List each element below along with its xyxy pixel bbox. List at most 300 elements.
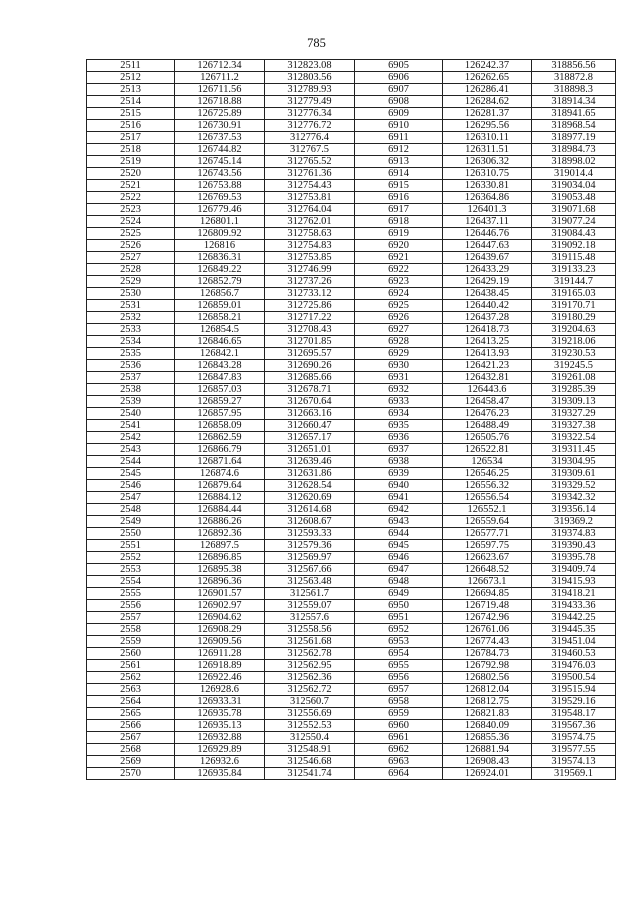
point-number-cell: 6936 (355, 432, 443, 444)
x-coordinate-cell: 126439.67 (443, 252, 532, 264)
y-coordinate-cell: 319369.2 (532, 516, 616, 528)
x-coordinate-cell: 126286.41 (443, 84, 532, 96)
y-coordinate-cell: 318968.54 (532, 120, 616, 132)
point-number-cell: 2561 (87, 660, 175, 672)
x-coordinate-cell: 126847.83 (175, 372, 265, 384)
point-number-cell: 2570 (87, 768, 175, 780)
table-row (87, 384, 616, 396)
x-coordinate-cell: 126862.59 (175, 432, 265, 444)
x-coordinate-cell: 126718.88 (175, 96, 265, 108)
table-row (87, 468, 616, 480)
y-coordinate-cell: 319092.18 (532, 240, 616, 252)
y-coordinate-cell: 312651.01 (265, 444, 355, 456)
y-coordinate-cell: 319180.29 (532, 312, 616, 324)
point-number-cell: 6933 (355, 396, 443, 408)
point-number-cell: 2513 (87, 84, 175, 96)
y-coordinate-cell: 312685.66 (265, 372, 355, 384)
point-number-cell: 6919 (355, 228, 443, 240)
y-coordinate-cell: 319577.55 (532, 744, 616, 756)
x-coordinate-cell: 126928.6 (175, 684, 265, 696)
y-coordinate-cell: 312557.6 (265, 612, 355, 624)
point-number-cell: 2563 (87, 684, 175, 696)
table-row (87, 144, 616, 156)
x-coordinate-cell: 126879.64 (175, 480, 265, 492)
y-coordinate-cell: 319218.06 (532, 336, 616, 348)
x-coordinate-cell: 126310.11 (443, 132, 532, 144)
x-coordinate-cell: 126437.28 (443, 312, 532, 324)
x-coordinate-cell: 126897.5 (175, 540, 265, 552)
y-coordinate-cell: 319014.4 (532, 168, 616, 180)
point-number-cell: 6907 (355, 84, 443, 96)
x-coordinate-cell: 126802.56 (443, 672, 532, 684)
table-row (87, 756, 616, 768)
table-row (87, 276, 616, 288)
x-coordinate-cell: 126774.43 (443, 636, 532, 648)
x-coordinate-cell: 126821.83 (443, 708, 532, 720)
point-number-cell: 2517 (87, 132, 175, 144)
x-coordinate-cell: 126812.04 (443, 684, 532, 696)
point-number-cell: 2539 (87, 396, 175, 408)
y-coordinate-cell: 319451.04 (532, 636, 616, 648)
point-number-cell: 2521 (87, 180, 175, 192)
point-number-cell: 6946 (355, 552, 443, 564)
y-coordinate-cell: 312767.5 (265, 144, 355, 156)
point-number-cell: 2526 (87, 240, 175, 252)
y-coordinate-cell: 312708.43 (265, 324, 355, 336)
x-coordinate-cell: 126440.42 (443, 300, 532, 312)
x-coordinate-cell: 126924.01 (443, 768, 532, 780)
y-coordinate-cell: 319261.08 (532, 372, 616, 384)
x-coordinate-cell: 126648.52 (443, 564, 532, 576)
point-number-cell: 6931 (355, 372, 443, 384)
y-coordinate-cell: 312628.54 (265, 480, 355, 492)
table-row (87, 516, 616, 528)
table-row (87, 420, 616, 432)
x-coordinate-cell: 126432.81 (443, 372, 532, 384)
y-coordinate-cell: 318998.02 (532, 156, 616, 168)
point-number-cell: 6906 (355, 72, 443, 84)
x-coordinate-cell: 126552.1 (443, 504, 532, 516)
x-coordinate-cell: 126753.88 (175, 180, 265, 192)
x-coordinate-cell: 126792.98 (443, 660, 532, 672)
point-number-cell: 6915 (355, 180, 443, 192)
x-coordinate-cell: 126855.36 (443, 732, 532, 744)
x-coordinate-cell: 126840.09 (443, 720, 532, 732)
y-coordinate-cell: 312562.36 (265, 672, 355, 684)
y-coordinate-cell: 312614.68 (265, 504, 355, 516)
x-coordinate-cell: 126908.29 (175, 624, 265, 636)
y-coordinate-cell: 318914.34 (532, 96, 616, 108)
table-row (87, 768, 616, 780)
table-row (87, 732, 616, 744)
x-coordinate-cell: 126801.1 (175, 216, 265, 228)
y-coordinate-cell: 312776.34 (265, 108, 355, 120)
x-coordinate-cell: 126892.36 (175, 528, 265, 540)
table-row (87, 72, 616, 84)
x-coordinate-cell: 126904.62 (175, 612, 265, 624)
table-row (87, 708, 616, 720)
y-coordinate-cell: 319204.63 (532, 324, 616, 336)
x-coordinate-cell: 126842.1 (175, 348, 265, 360)
table-row (87, 600, 616, 612)
table-row (87, 540, 616, 552)
table-row (87, 648, 616, 660)
point-number-cell: 2538 (87, 384, 175, 396)
point-number-cell: 6954 (355, 648, 443, 660)
point-number-cell: 2552 (87, 552, 175, 564)
point-number-cell: 2565 (87, 708, 175, 720)
x-coordinate-cell: 126858.09 (175, 420, 265, 432)
x-coordinate-cell: 126577.71 (443, 528, 532, 540)
y-coordinate-cell: 319415.93 (532, 576, 616, 588)
point-number-cell: 6926 (355, 312, 443, 324)
y-coordinate-cell: 319460.53 (532, 648, 616, 660)
x-coordinate-cell: 126836.31 (175, 252, 265, 264)
y-coordinate-cell: 312546.68 (265, 756, 355, 768)
table-row (87, 396, 616, 408)
table-row (87, 360, 616, 372)
y-coordinate-cell: 312541.74 (265, 768, 355, 780)
x-coordinate-cell: 126694.85 (443, 588, 532, 600)
y-coordinate-cell: 312779.49 (265, 96, 355, 108)
table-row (87, 660, 616, 672)
point-number-cell: 6911 (355, 132, 443, 144)
x-coordinate-cell: 126935.13 (175, 720, 265, 732)
point-number-cell: 6914 (355, 168, 443, 180)
point-number-cell: 2532 (87, 312, 175, 324)
y-coordinate-cell: 312560.7 (265, 696, 355, 708)
table-row (87, 528, 616, 540)
point-number-cell: 6925 (355, 300, 443, 312)
y-coordinate-cell: 319309.13 (532, 396, 616, 408)
table-row (87, 252, 616, 264)
table-row (87, 576, 616, 588)
x-coordinate-cell: 126447.63 (443, 240, 532, 252)
x-coordinate-cell: 126935.84 (175, 768, 265, 780)
x-coordinate-cell: 126429.19 (443, 276, 532, 288)
x-coordinate-cell: 126922.46 (175, 672, 265, 684)
y-coordinate-cell: 312789.93 (265, 84, 355, 96)
x-coordinate-cell: 126743.56 (175, 168, 265, 180)
y-coordinate-cell: 319327.38 (532, 420, 616, 432)
y-coordinate-cell: 319342.32 (532, 492, 616, 504)
point-number-cell: 6951 (355, 612, 443, 624)
y-coordinate-cell: 318872.8 (532, 72, 616, 84)
y-coordinate-cell: 312670.64 (265, 396, 355, 408)
y-coordinate-cell: 318984.73 (532, 144, 616, 156)
table-row (87, 684, 616, 696)
table-row (87, 744, 616, 756)
x-coordinate-cell: 126871.64 (175, 456, 265, 468)
table-row (87, 264, 616, 276)
x-coordinate-cell: 126843.28 (175, 360, 265, 372)
y-coordinate-cell: 312562.72 (265, 684, 355, 696)
point-number-cell: 6923 (355, 276, 443, 288)
point-number-cell: 2520 (87, 168, 175, 180)
point-number-cell: 2515 (87, 108, 175, 120)
point-number-cell: 6962 (355, 744, 443, 756)
y-coordinate-cell: 319395.78 (532, 552, 616, 564)
point-number-cell: 2522 (87, 192, 175, 204)
point-number-cell: 6949 (355, 588, 443, 600)
point-number-cell: 2554 (87, 576, 175, 588)
point-number-cell: 2533 (87, 324, 175, 336)
point-number-cell: 2567 (87, 732, 175, 744)
point-number-cell: 2525 (87, 228, 175, 240)
x-coordinate-cell: 126295.56 (443, 120, 532, 132)
x-coordinate-cell: 126812.75 (443, 696, 532, 708)
point-number-cell: 6917 (355, 204, 443, 216)
x-coordinate-cell: 126737.53 (175, 132, 265, 144)
point-number-cell: 6937 (355, 444, 443, 456)
y-coordinate-cell: 319309.61 (532, 468, 616, 480)
x-coordinate-cell: 126745.14 (175, 156, 265, 168)
y-coordinate-cell: 319476.03 (532, 660, 616, 672)
point-number-cell: 6956 (355, 672, 443, 684)
page-number: 785 (307, 36, 326, 50)
y-coordinate-cell: 312660.47 (265, 420, 355, 432)
x-coordinate-cell: 126413.25 (443, 336, 532, 348)
x-coordinate-cell: 126242.37 (443, 60, 532, 72)
table-row (87, 636, 616, 648)
x-coordinate-cell: 126908.43 (443, 756, 532, 768)
point-number-cell: 6932 (355, 384, 443, 396)
table-row (87, 84, 616, 96)
y-coordinate-cell: 319529.16 (532, 696, 616, 708)
y-coordinate-cell: 312737.26 (265, 276, 355, 288)
x-coordinate-cell: 126284.62 (443, 96, 532, 108)
x-coordinate-cell: 126306.32 (443, 156, 532, 168)
x-coordinate-cell: 126859.01 (175, 300, 265, 312)
table-row (87, 564, 616, 576)
y-coordinate-cell: 312657.17 (265, 432, 355, 444)
table-row (87, 588, 616, 600)
y-coordinate-cell: 319409.74 (532, 564, 616, 576)
x-coordinate-cell: 126852.79 (175, 276, 265, 288)
x-coordinate-cell: 126918.89 (175, 660, 265, 672)
point-number-cell: 2534 (87, 336, 175, 348)
y-coordinate-cell: 312753.81 (265, 192, 355, 204)
point-number-cell: 2559 (87, 636, 175, 648)
y-coordinate-cell: 312754.43 (265, 180, 355, 192)
y-coordinate-cell: 312717.22 (265, 312, 355, 324)
y-coordinate-cell: 319170.71 (532, 300, 616, 312)
x-coordinate-cell: 126364.86 (443, 192, 532, 204)
x-coordinate-cell: 126437.11 (443, 216, 532, 228)
point-number-cell: 2511 (87, 60, 175, 72)
table-row (87, 300, 616, 312)
table-row (87, 228, 616, 240)
x-coordinate-cell: 126488.49 (443, 420, 532, 432)
x-coordinate-cell: 126725.89 (175, 108, 265, 120)
y-coordinate-cell: 319322.54 (532, 432, 616, 444)
y-coordinate-cell: 312776.4 (265, 132, 355, 144)
table-body (87, 60, 616, 780)
table-row (87, 336, 616, 348)
x-coordinate-cell: 126742.96 (443, 612, 532, 624)
table-row (87, 312, 616, 324)
point-number-cell: 2553 (87, 564, 175, 576)
point-number-cell: 2541 (87, 420, 175, 432)
x-coordinate-cell: 126933.31 (175, 696, 265, 708)
x-coordinate-cell: 126761.06 (443, 624, 532, 636)
point-number-cell: 6952 (355, 624, 443, 636)
x-coordinate-cell: 126932.88 (175, 732, 265, 744)
y-coordinate-cell: 319053.48 (532, 192, 616, 204)
table-row (87, 432, 616, 444)
point-number-cell: 2540 (87, 408, 175, 420)
point-number-cell: 6944 (355, 528, 443, 540)
x-coordinate-cell: 126881.94 (443, 744, 532, 756)
point-number-cell: 6927 (355, 324, 443, 336)
point-number-cell: 6910 (355, 120, 443, 132)
coordinates-table (86, 59, 616, 780)
table-row (87, 504, 616, 516)
point-number-cell: 2557 (87, 612, 175, 624)
y-coordinate-cell: 312695.57 (265, 348, 355, 360)
y-coordinate-cell: 312765.52 (265, 156, 355, 168)
y-coordinate-cell: 312758.63 (265, 228, 355, 240)
point-number-cell: 6905 (355, 60, 443, 72)
point-number-cell: 2555 (87, 588, 175, 600)
y-coordinate-cell: 319034.04 (532, 180, 616, 192)
y-coordinate-cell: 319230.53 (532, 348, 616, 360)
x-coordinate-cell: 126856.7 (175, 288, 265, 300)
y-coordinate-cell: 318898.3 (532, 84, 616, 96)
point-number-cell: 6943 (355, 516, 443, 528)
point-number-cell: 2514 (87, 96, 175, 108)
point-number-cell: 2549 (87, 516, 175, 528)
point-number-cell: 2545 (87, 468, 175, 480)
x-coordinate-cell: 126673.1 (443, 576, 532, 588)
y-coordinate-cell: 312562.95 (265, 660, 355, 672)
point-number-cell: 6939 (355, 468, 443, 480)
point-number-cell: 6945 (355, 540, 443, 552)
point-number-cell: 2518 (87, 144, 175, 156)
x-coordinate-cell: 126443.6 (443, 384, 532, 396)
x-coordinate-cell: 126556.32 (443, 480, 532, 492)
point-number-cell: 2550 (87, 528, 175, 540)
y-coordinate-cell: 312725.86 (265, 300, 355, 312)
x-coordinate-cell: 126849.22 (175, 264, 265, 276)
table-row (87, 324, 616, 336)
x-coordinate-cell: 126597.75 (443, 540, 532, 552)
point-number-cell: 2535 (87, 348, 175, 360)
point-number-cell: 2566 (87, 720, 175, 732)
y-coordinate-cell: 312569.97 (265, 552, 355, 564)
y-coordinate-cell: 312754.83 (265, 240, 355, 252)
y-coordinate-cell: 312559.07 (265, 600, 355, 612)
table-row (87, 192, 616, 204)
y-coordinate-cell: 312803.56 (265, 72, 355, 84)
point-number-cell: 6940 (355, 480, 443, 492)
table-row (87, 60, 616, 72)
y-coordinate-cell: 319311.45 (532, 444, 616, 456)
y-coordinate-cell: 312550.4 (265, 732, 355, 744)
point-number-cell: 2562 (87, 672, 175, 684)
x-coordinate-cell: 126895.38 (175, 564, 265, 576)
x-coordinate-cell: 126418.73 (443, 324, 532, 336)
point-number-cell: 6950 (355, 600, 443, 612)
point-number-cell: 6924 (355, 288, 443, 300)
point-number-cell: 2543 (87, 444, 175, 456)
x-coordinate-cell: 126809.92 (175, 228, 265, 240)
x-coordinate-cell: 126909.56 (175, 636, 265, 648)
y-coordinate-cell: 319433.36 (532, 600, 616, 612)
y-coordinate-cell: 312762.01 (265, 216, 355, 228)
y-coordinate-cell: 319133.23 (532, 264, 616, 276)
x-coordinate-cell: 126446.76 (443, 228, 532, 240)
point-number-cell: 2542 (87, 432, 175, 444)
table-row (87, 696, 616, 708)
y-coordinate-cell: 312548.91 (265, 744, 355, 756)
y-coordinate-cell: 312558.56 (265, 624, 355, 636)
y-coordinate-cell: 318977.19 (532, 132, 616, 144)
x-coordinate-cell: 126433.29 (443, 264, 532, 276)
point-number-cell: 6909 (355, 108, 443, 120)
x-coordinate-cell: 126711.56 (175, 84, 265, 96)
x-coordinate-cell: 126896.36 (175, 576, 265, 588)
y-coordinate-cell: 312561.7 (265, 588, 355, 600)
point-number-cell: 6935 (355, 420, 443, 432)
point-number-cell: 2569 (87, 756, 175, 768)
point-number-cell: 6912 (355, 144, 443, 156)
table-row (87, 348, 616, 360)
y-coordinate-cell: 319245.5 (532, 360, 616, 372)
point-number-cell: 2547 (87, 492, 175, 504)
x-coordinate-cell: 126858.21 (175, 312, 265, 324)
y-coordinate-cell: 312556.69 (265, 708, 355, 720)
x-coordinate-cell: 126401.3 (443, 204, 532, 216)
x-coordinate-cell: 126866.79 (175, 444, 265, 456)
point-number-cell: 2537 (87, 372, 175, 384)
x-coordinate-cell: 126534 (443, 456, 532, 468)
point-number-cell: 6921 (355, 252, 443, 264)
point-number-cell: 6957 (355, 684, 443, 696)
y-coordinate-cell: 319304.95 (532, 456, 616, 468)
point-number-cell: 2564 (87, 696, 175, 708)
y-coordinate-cell: 319574.75 (532, 732, 616, 744)
x-coordinate-cell: 126262.65 (443, 72, 532, 84)
y-coordinate-cell: 312552.53 (265, 720, 355, 732)
x-coordinate-cell: 126816 (175, 240, 265, 252)
table-row (87, 96, 616, 108)
point-number-cell: 2523 (87, 204, 175, 216)
y-coordinate-cell: 319445.35 (532, 624, 616, 636)
point-number-cell: 2544 (87, 456, 175, 468)
table-row (87, 240, 616, 252)
point-number-cell: 6913 (355, 156, 443, 168)
x-coordinate-cell: 126784.73 (443, 648, 532, 660)
x-coordinate-cell: 126857.95 (175, 408, 265, 420)
table-row (87, 372, 616, 384)
x-coordinate-cell: 126935.78 (175, 708, 265, 720)
point-number-cell: 6928 (355, 336, 443, 348)
y-coordinate-cell: 319500.54 (532, 672, 616, 684)
point-number-cell: 2530 (87, 288, 175, 300)
y-coordinate-cell: 312690.26 (265, 360, 355, 372)
point-number-cell: 6938 (355, 456, 443, 468)
x-coordinate-cell: 126476.23 (443, 408, 532, 420)
x-coordinate-cell: 126932.6 (175, 756, 265, 768)
x-coordinate-cell: 126911.28 (175, 648, 265, 660)
y-coordinate-cell: 312639.46 (265, 456, 355, 468)
point-number-cell: 6961 (355, 732, 443, 744)
x-coordinate-cell: 126857.03 (175, 384, 265, 396)
table-row (87, 624, 616, 636)
x-coordinate-cell: 126458.47 (443, 396, 532, 408)
point-number-cell: 6948 (355, 576, 443, 588)
